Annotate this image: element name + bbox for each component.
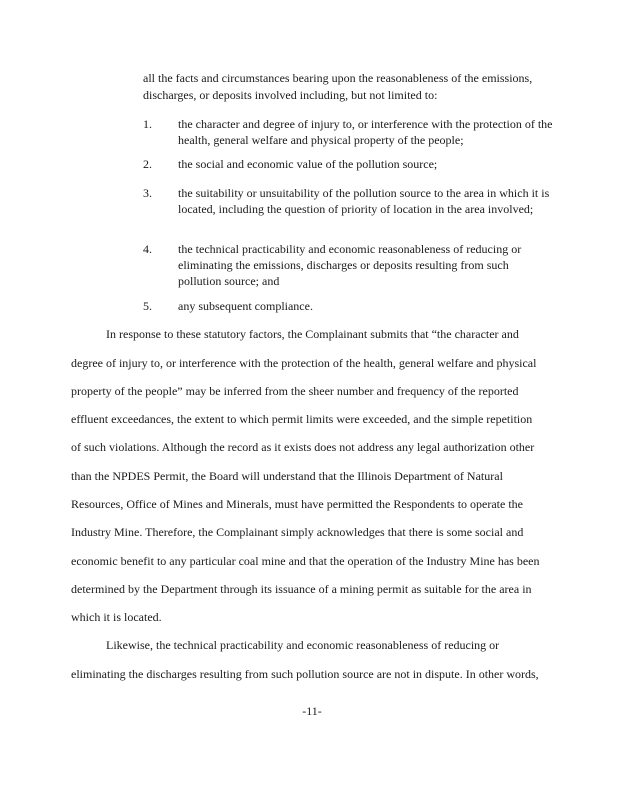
factor-text: the suitability or unsuitability of the pollution source to the area in which it is located, including the question of priority of location in the area involved; [178,186,550,216]
body-line: of such violations. Although the record as it exists does not address any legal authorization other [71,440,535,454]
body-line: effluent exceedances, the extent to which permit limits were exceeded, and the simple repetition [71,412,533,426]
factor-text: the character and degree of injury to, or interference with the protection of the health, general welfare and physical property of the people; [178,117,553,147]
body-line: eliminating the discharges resulting from such pollution source are not in dispute. In other words, [71,667,539,681]
factor-number: 1. [143,117,152,131]
factor-text: the technical practicability and economic reasonableness of reducing or eliminating the emissions, discharges or deposits resulting from such pollution source; and [178,242,522,288]
body-line: Likewise, the technical practicability and economic reasonableness of reducing or [106,638,500,652]
body-line: degree of injury to, or interference with the protection of the health, general welfare and physical [71,356,537,370]
body-line: In response to these statutory factors, the Complainant submits that “the character and [106,327,519,341]
body-line: which it is located. [71,610,162,624]
body-line: Industry Mine. Therefore, the Complainant simply acknowledges that there is some social and [71,525,524,539]
body-line: economic benefit to any particular coal mine and that the operation of the Industry Mine has been [71,554,540,568]
intro-text: all the facts and circumstances bearing upon the reasonableness of the emissions, discharges, or deposits involved including, but not limited to: [143,71,533,102]
body-line: Resources, Office of Mines and Minerals, must have permitted the Respondents to operate the [71,497,523,511]
factor-number: 5. [143,299,152,313]
body-line: property of the people” may be inferred from the sheer number and frequency of the reported [71,384,519,398]
factor-number: 2. [143,157,152,171]
factor-number: 4. [143,242,152,256]
factor-text: the social and economic value of the pollution source; [178,157,438,171]
body-line: determined by the Department through its issuance of a mining permit as suitable for the area in [71,582,532,596]
factor-text: any subsequent compliance. [178,299,313,313]
body-line: than the NPDES Permit, the Board will understand that the Illinois Department of Natural [71,469,503,483]
factor-number: 3. [143,186,152,200]
page-number: -11- [302,704,322,718]
